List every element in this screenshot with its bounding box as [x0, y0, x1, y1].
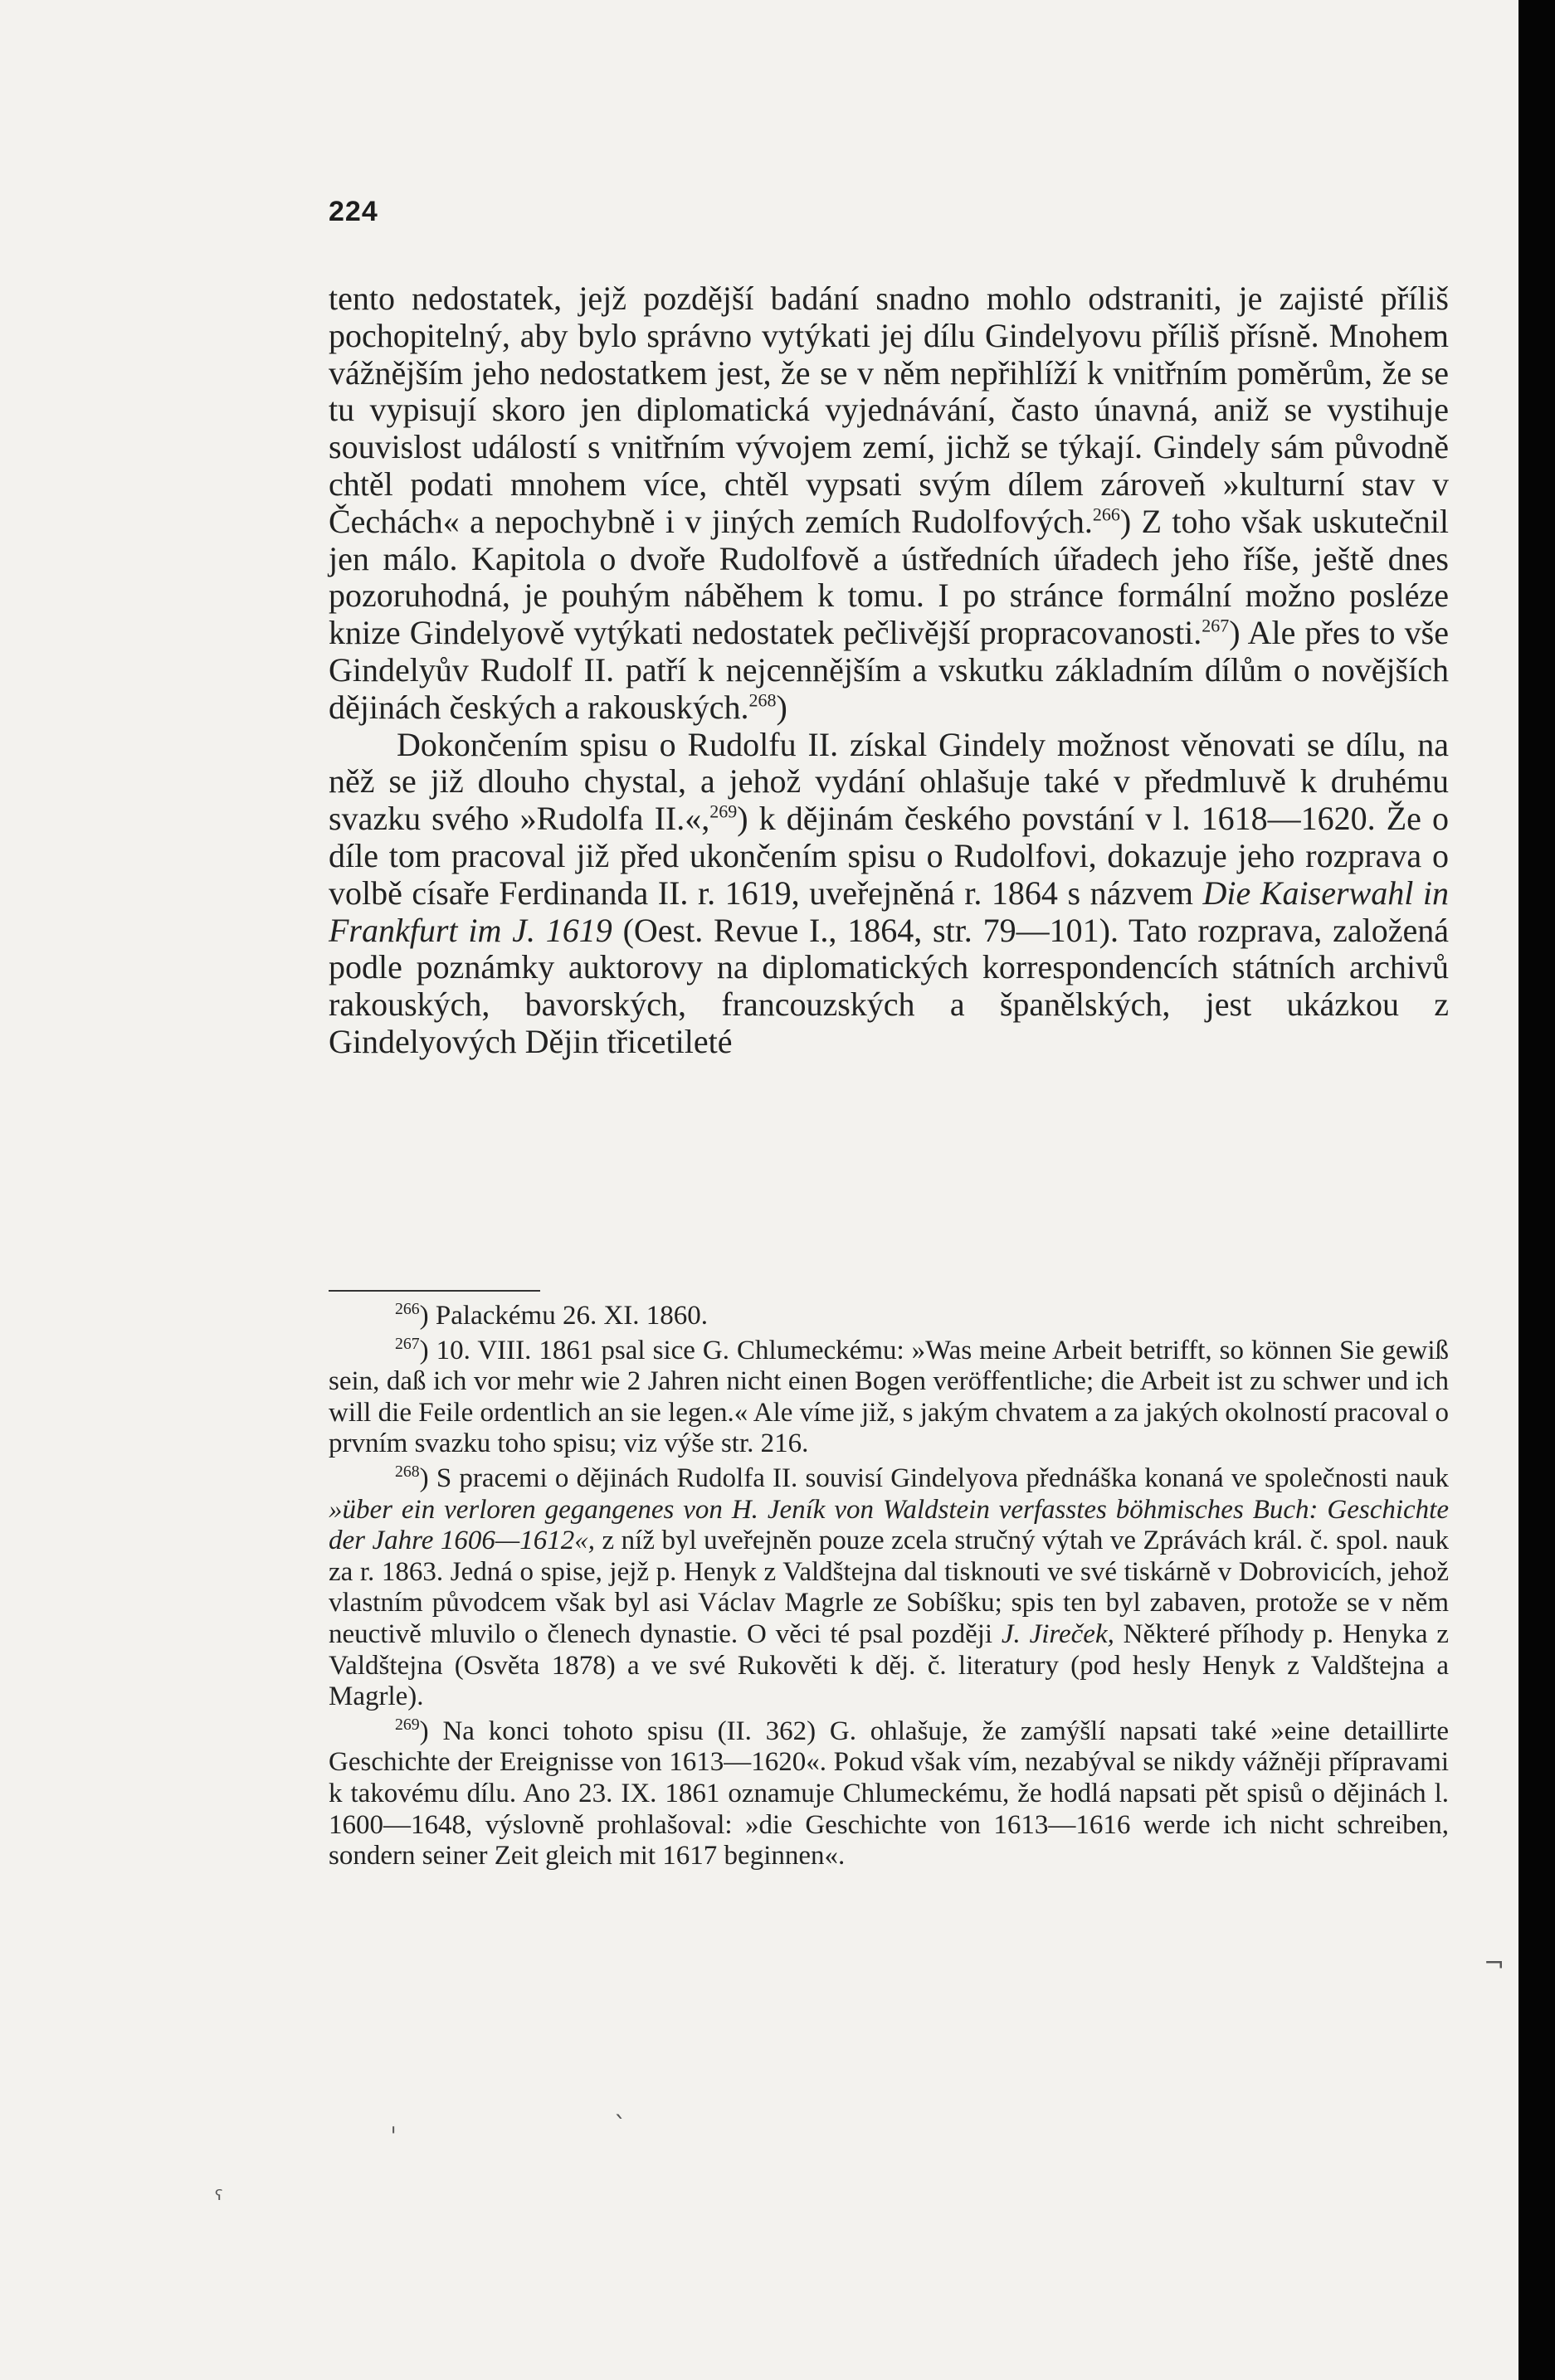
paragraph-2-text-c: (Oest. Revue I., 1864, str. 79—101). Tato rozprava, založená podle poznámky auktorovy na diplomatických korrespondencích státních archivů rakouských, bavorských, francouzských a španělských, jest ukázkou z Gindelyových Dějin třicetileté	[329, 911, 1449, 1060]
footnote-267-number: 267	[395, 1334, 420, 1353]
footnote-268-text-c: Některé příhody p. Henyka z Valdštejna (Osvěta 1878) a ve své Rukověti k děj. č. literatury (pod hesly Henyk z Valdštejna a Magrle).	[329, 1618, 1449, 1712]
scan-speck: ¬	[1484, 1949, 1505, 1978]
footnote-268-text-b: z níž byl uveřejněn pouze zcela stručný výtah ve Zprávách král. č. spol. nauk za r. 1863. Jedná o spise, jejž p. Henyk z Valdštejna dal tisknouti ve své tiskárně v Dobrovicích, jehož vlastním původcem však byl asi Václav Magrle ze Sobíšku; spis ten byl zabaven, protože se v něm neuctivě mluvilo o členech dynastie. O věci té psal později	[329, 1526, 1449, 1649]
footnote-266-text: ) Palackému 26. XI. 1860.	[419, 1301, 709, 1331]
footnote-269	[329, 1716, 1449, 1872]
footnote-267-text: ) 10. VIII. 1861 psal sice G. Chlumeckému: »Was meine Arbeit betrifft, so können Sie gewiß sein, daß ich vor mehr wie 2 Jahren nicht einen Bogen veröffentliche; die Arbeit ist zu schwer und ich will die Feile ordentlich an sie legen.« Ale víme již, s jakým chvatem a za jakých okolností pracoval o prvním svazku toho spisu; viz výše str. 216.	[329, 1335, 1449, 1459]
footnote-268-number: 268	[395, 1462, 420, 1481]
footnote-ref-269[interactable]: 269	[709, 801, 738, 822]
footnote-266	[329, 1301, 1449, 1332]
scan-speck: ˎ	[614, 2090, 626, 2120]
footnote-ref-268[interactable]: 268	[748, 689, 777, 711]
paragraph-1	[329, 280, 1449, 727]
page-number: 224	[329, 196, 378, 227]
footnote-266-number: 266	[395, 1300, 420, 1318]
footnote-268	[329, 1463, 1449, 1713]
footnote-divider	[329, 1290, 540, 1292]
paragraph-2	[329, 727, 1449, 1061]
footnote-268-author: J. Jireček,	[1001, 1618, 1114, 1649]
footnote-ref-266[interactable]: 266	[1092, 504, 1120, 525]
scan-speck: ˤ	[214, 2186, 224, 2215]
footnote-268-text-a: ) S pracemi o dějinách Rudolfa II. souvisí Gindelyova přednáška konaná ve společnosti nauk	[419, 1463, 1449, 1493]
scan-speck: ˌ	[390, 2107, 397, 2136]
main-text	[329, 280, 1449, 1061]
footnote-269-number: 269	[395, 1715, 420, 1734]
paragraph-2-text-a: Dokončením spisu o Rudolfu II. získal Gindely možnost věnovati se dílu, na něž se již dlouho chystal, a jehož vydání ohlašuje také v předmluvě k druhému svazku svého »Rudolfa II.«,	[329, 725, 1449, 838]
work-title: Die Kaiserwahl in Frankfurt im J. 1619	[329, 874, 1449, 949]
footnotes	[329, 1301, 1449, 1876]
footnote-ref-267[interactable]: 267	[1202, 615, 1230, 636]
scan-edge	[1518, 0, 1555, 2380]
paragraph-1-text-a: tento nedostatek, jejž pozdější badání snadno mohlo odstraniti, je zajisté příliš pochopitelný, aby bylo správno vytýkati jej dílu Gindelyovu příliš přísně. Mnohem vážnějším jeho nedostatkem jest, že se v něm nepřihlíží k vnitřním poměrům, že se tu vypisují skoro jen diplomatická vyjednávání, často únavná, aniž se vystihuje souvislost událostí s vnitřním vývojem zemí, jichž se týkají. Gindely sám původně chtěl podati mnohem více, chtěl vypsati svým dílem zároveň »kulturní stav v Čechách« a nepochybně i v jiných zemích Rudolfových.	[329, 280, 1449, 540]
footnote-268-title: »über ein verloren gegangenes von H. Jeník von Waldstein verfasstes böhmisches Buch: Geschichte der Jahre 1606—1612«,	[329, 1494, 1449, 1556]
footnote-267	[329, 1336, 1449, 1460]
paragraph-1-text-b: ) Z toho však uskutečnil jen málo. Kapitola o dvoře Rudolfově a ústředních úřadech jeho říše, ještě dnes pozoruhodná, je pouhým náběhem k tomu. I po stránce formální možno posléze knize Gindelyově vytýkati nedostatek pečlivější propracovanosti.	[329, 502, 1449, 652]
footnote-269-text: ) Na konci tohoto spisu (II. 362) G. ohlašuje, že zamýšlí napsati také »eine detaillirte Geschichte der Ereignisse von 1613—1620«. Pokud však vím, nezabýval se nikdy vážněji přípravami k takovému dílu. Ano 23. IX. 1861 oznamuje Chlumeckému, že hodlá napsati pět spisů o dějinách l. 1600—1648, výslovně prohlašoval: »die Geschichte von 1613—1616 werde ich nicht schreiben, sondern seiner Zeit gleich mit 1617 beginnen«.	[329, 1716, 1449, 1871]
paragraph-2-text-b: ) k dějinám českého povstání v l. 1618—1620. Že o díle tom pracoval již před ukončením spisu o Rudolfovi, dokazuje jeho rozprava o volbě císaře Ferdinanda II. r. 1619, uveřejněná r. 1864 s názvem	[329, 800, 1449, 912]
paragraph-1-text-d: )	[776, 688, 787, 726]
paragraph-1-text-c: ) Ale přes to vše Gindelyův Rudolf II. patří k nejcennějším a vskutku základním dílům o novějších dějinách českých a rakouských.	[329, 614, 1449, 726]
